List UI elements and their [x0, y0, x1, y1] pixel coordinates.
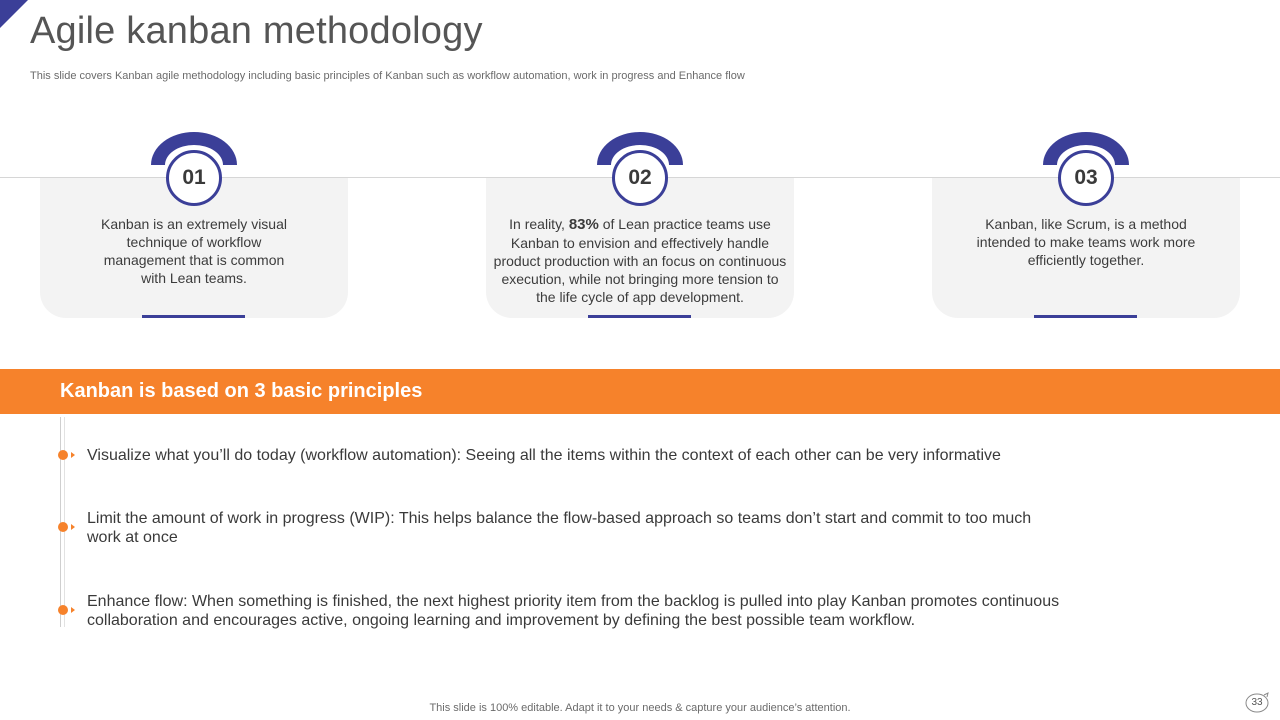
card-2-number: 02	[612, 150, 668, 206]
card-3-number: 03	[1058, 150, 1114, 206]
principles-heading: Kanban is based on 3 basic principles	[60, 380, 423, 402]
principle-item-3: Enhance flow: When something is finished, the next highest priority item from the backlog is pulled into play Kanban promotes continuous collaboration and encourages active, ongoing learning and improvement by defining the best possible team workflow.	[87, 593, 1060, 629]
card-3-underline	[1034, 315, 1137, 318]
card-1-underline	[142, 315, 245, 318]
card-2-highlight: 83%	[568, 216, 599, 233]
page-subtitle: This slide covers Kanban agile methodology including basic principles of Kanban such as workflow automation, work in progress and Enhance flow	[30, 70, 745, 82]
card-2-underline	[588, 315, 691, 318]
card-1-text: Kanban is an extremely visual technique of workflow management that is common with Lean teams.	[101, 216, 287, 286]
principles-banner	[0, 369, 1280, 414]
card-1-number: 01	[166, 150, 222, 206]
footer-note: This slide is 100% editable. Adapt it to your needs & capture your audience’s attention.	[429, 702, 851, 714]
card-2-text-before: In reality,	[509, 216, 569, 232]
principle-item-1: Visualize what you’ll do today (workflow automation): Seeing all the items within the context of each other can be very informative	[87, 447, 1001, 464]
bullet-dot-icon	[58, 450, 68, 460]
bullet-arrow-icon	[71, 524, 75, 530]
bullet-dot-icon	[58, 605, 68, 615]
page-title: Agile kanban methodology	[30, 10, 483, 52]
page-number	[1244, 692, 1270, 714]
card-2-text	[486, 215, 794, 306]
card-3-text: Kanban, like Scrum, is a method intended to make teams work more efficiently together.	[976, 216, 1196, 268]
page-number-text: 33	[1251, 697, 1263, 708]
bullet-dot-icon	[58, 522, 68, 532]
corner-accent	[0, 0, 28, 28]
card-1-badge	[151, 132, 237, 208]
card-2-text-after: of Lean practice teams use Kanban to envision and effectively handle product production with an focus on continuous execution, while not bringing more tension to the life cycle of app development.	[493, 216, 787, 305]
principle-item-2: Limit the amount of work in progress (WIP): This helps balance the flow-based approach so teams don’t start and commit to too much work at once	[87, 510, 1032, 546]
bullet-arrow-icon	[71, 452, 75, 458]
card-3-badge	[1043, 132, 1129, 208]
card-2-badge	[597, 132, 683, 208]
bullet-arrow-icon	[71, 607, 75, 613]
